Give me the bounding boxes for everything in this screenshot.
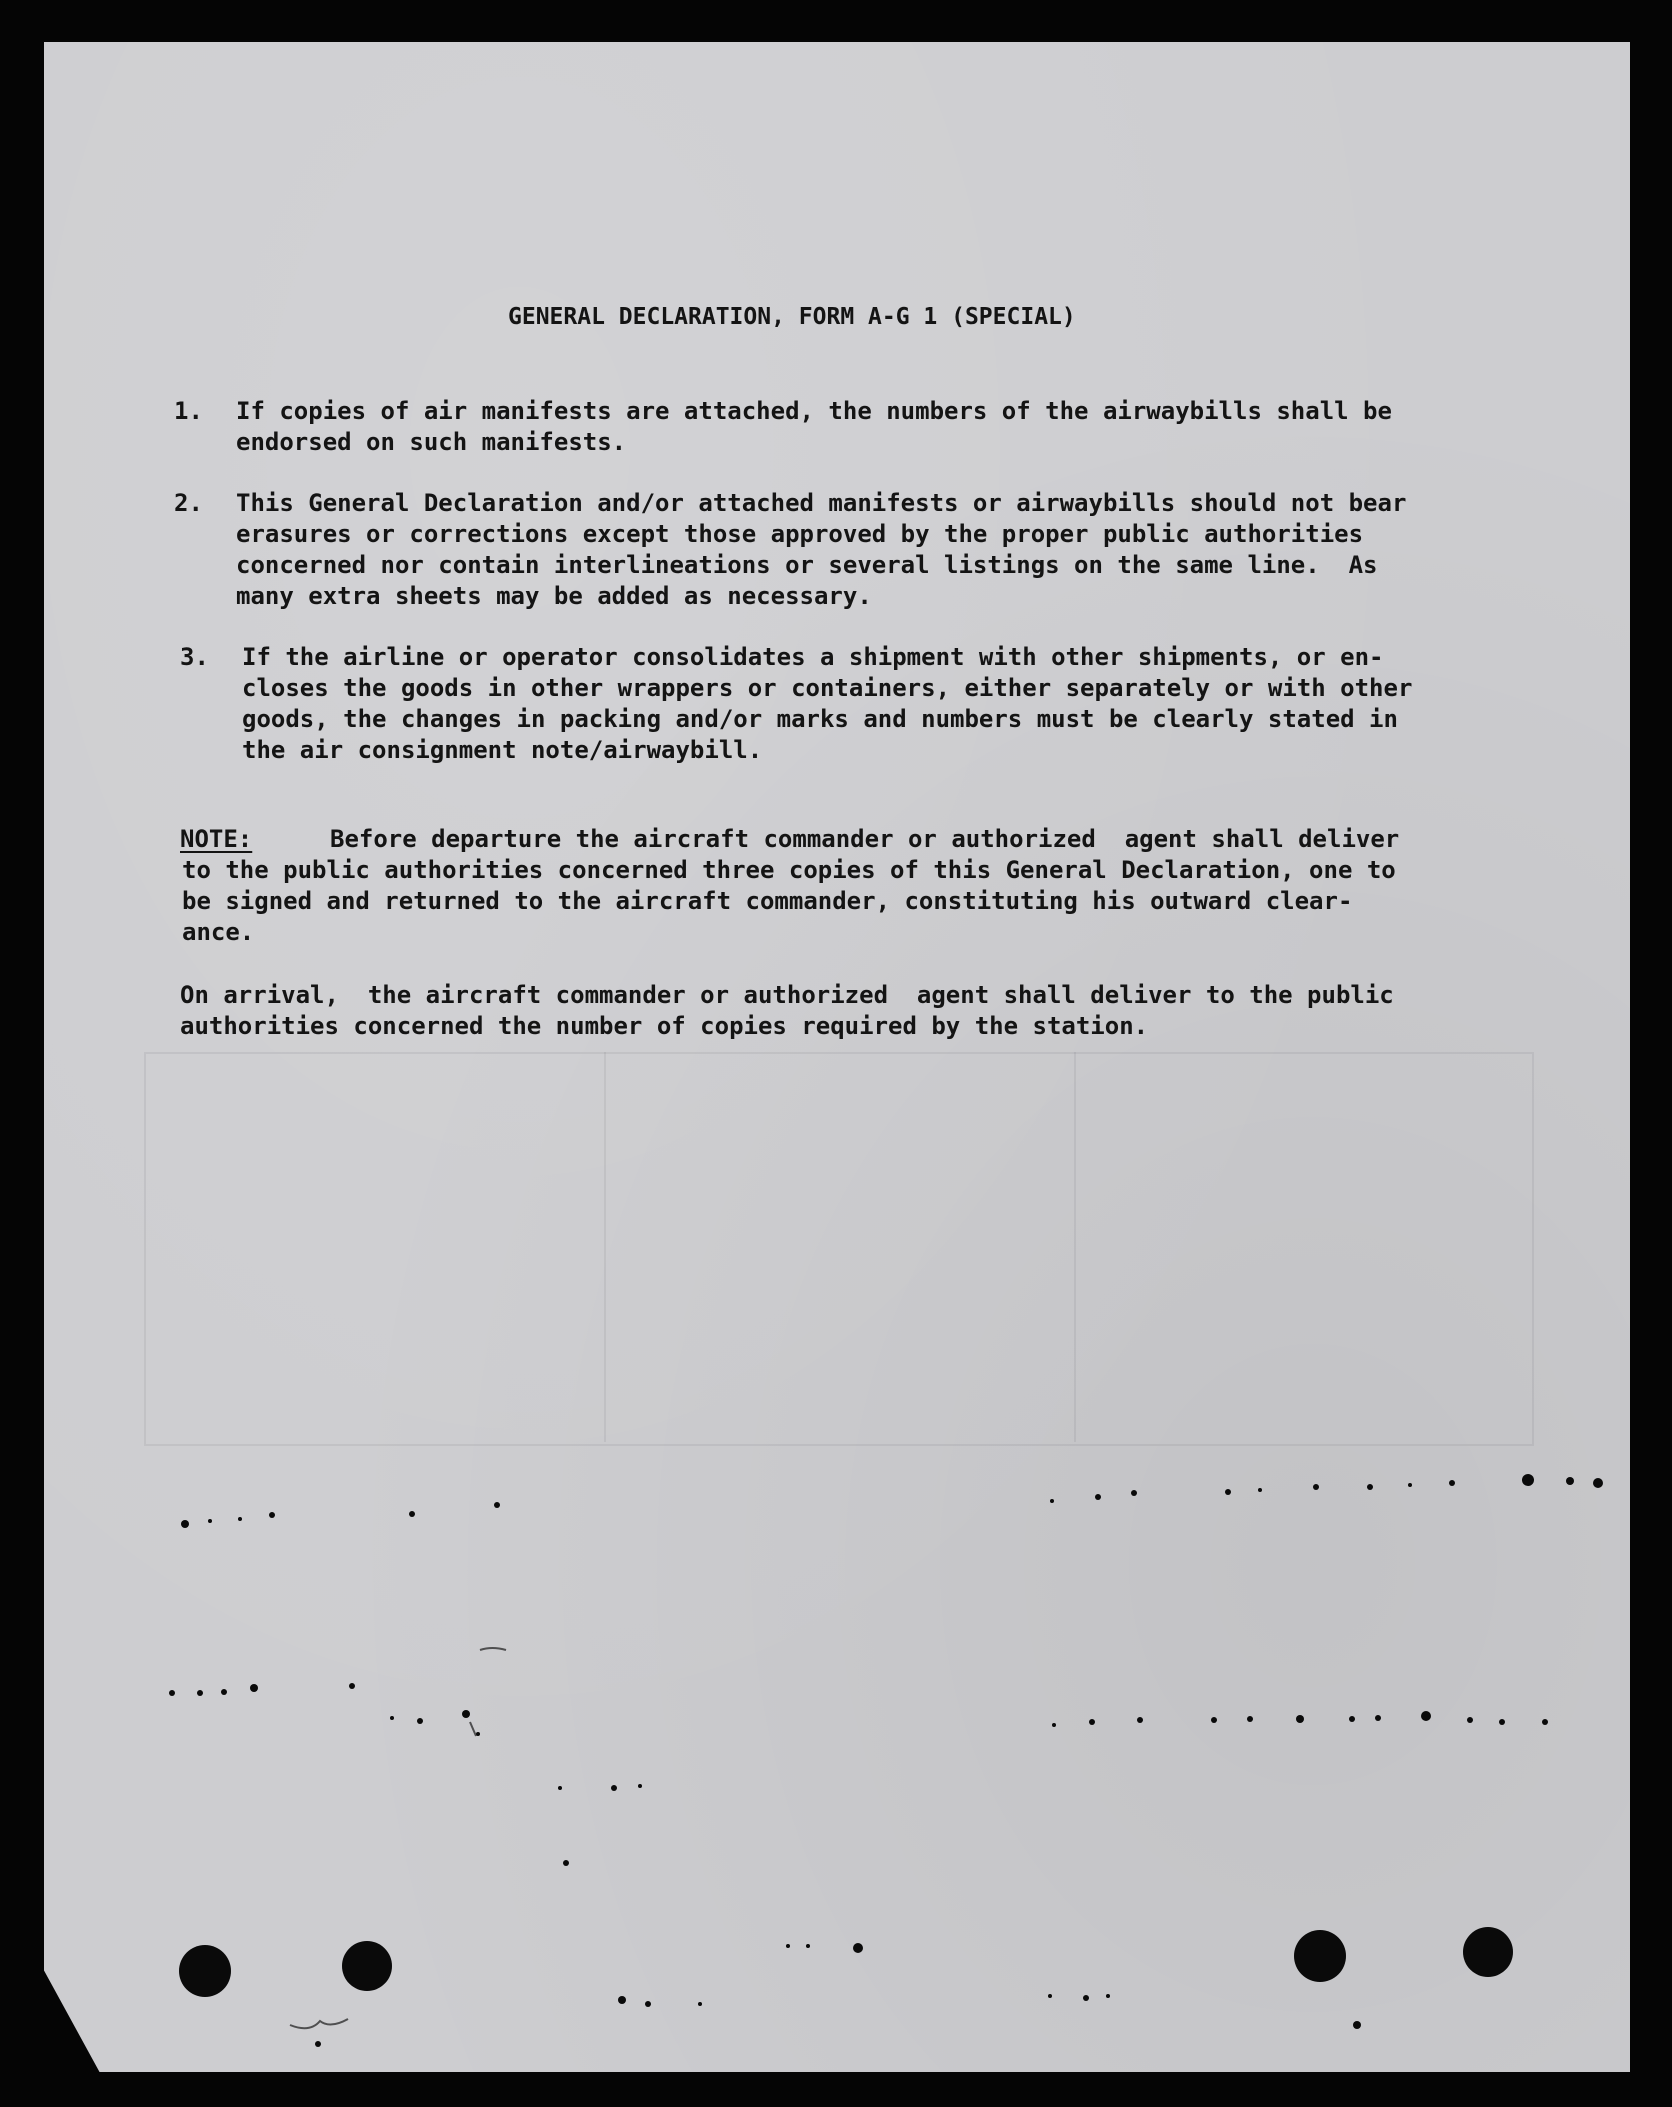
item-2-line-4: many extra sheets may be added as necessary. [236, 582, 872, 610]
punch-hole [1463, 1927, 1513, 1977]
speck [1052, 1723, 1056, 1727]
speck [390, 1716, 394, 1720]
speck [1349, 1716, 1355, 1722]
speck [1296, 1715, 1304, 1723]
punch-hole [179, 1945, 231, 1997]
speck [1467, 1717, 1473, 1723]
speck [1542, 1719, 1548, 1725]
speck [1408, 1483, 1412, 1487]
speck [169, 1690, 175, 1696]
speck [1421, 1711, 1431, 1721]
speck [618, 1996, 626, 2004]
speck [698, 2002, 702, 2006]
speck [853, 1943, 863, 1953]
item-3-number: 3. [180, 643, 209, 671]
speck [1353, 2021, 1361, 2029]
speck [1048, 1994, 1052, 1998]
speck [786, 1944, 790, 1948]
speck [1522, 1474, 1534, 1486]
item-3-line-4: the air consignment note/airwaybill. [242, 736, 763, 764]
item-1-number: 1. [174, 397, 203, 425]
item-3-line-3: goods, the changes in packing and/or marks and numbers must be clearly stated in [242, 705, 1398, 733]
speck [1258, 1488, 1262, 1492]
speck [638, 1784, 642, 1788]
item-1-line-1: If copies of air manifests are attached, the numbers of the airwaybills shall be [236, 397, 1392, 425]
item-2-number: 2. [174, 489, 203, 517]
speck [645, 2001, 651, 2007]
item-3-line-2: closes the goods in other wrappers or containers, either separately or with other [242, 674, 1413, 702]
document-title: GENERAL DECLARATION, FORM A-G 1 (SPECIAL) [508, 304, 1076, 330]
speck [417, 1718, 423, 1724]
speck [315, 2041, 321, 2047]
scratch [290, 2019, 348, 2028]
speck [558, 1786, 562, 1790]
speck [208, 1519, 212, 1523]
speck [1083, 1995, 1089, 2001]
speck [1089, 1719, 1095, 1725]
item-2-line-3: concerned nor contain interlineations or several listings on the same line. As [236, 551, 1378, 579]
speck [1095, 1494, 1101, 1500]
scratch [480, 1648, 506, 1650]
speck [1106, 1994, 1110, 1998]
speck [1499, 1719, 1505, 1725]
note-line-3: be signed and returned to the aircraft commander, constituting his outward clear- [182, 887, 1353, 915]
punch-hole [342, 1941, 392, 1991]
item-2-line-1: This General Declaration and/or attached manifests or airwaybills should not bear [236, 489, 1407, 517]
speck [611, 1785, 617, 1791]
speck [1566, 1477, 1574, 1485]
speck [563, 1860, 569, 1866]
speck [181, 1520, 189, 1528]
speck [1050, 1499, 1054, 1503]
speck [269, 1512, 275, 1518]
note-line-4: ance. [182, 918, 255, 946]
speck [1131, 1490, 1137, 1496]
item-2-line-2: erasures or corrections except those approved by the proper public authorities [236, 520, 1364, 548]
scratch [470, 1722, 476, 1736]
speck [462, 1710, 470, 1718]
arrival-line-2: authorities concerned the number of copies required by the station. [180, 1012, 1149, 1040]
note-first-line: Before departure the aircraft commander or authorized agent shall deliver [330, 825, 1400, 853]
speck [349, 1683, 355, 1689]
speck [1247, 1716, 1253, 1722]
speck [1137, 1717, 1143, 1723]
speck [238, 1517, 242, 1521]
speck [409, 1511, 415, 1517]
note-label: NOTE: [180, 825, 253, 853]
speck [197, 1690, 203, 1696]
speck [1225, 1489, 1231, 1495]
item-1-line-2: endorsed on such manifests. [236, 428, 627, 456]
speck [1375, 1715, 1381, 1721]
speck [494, 1502, 500, 1508]
speck [1313, 1484, 1319, 1490]
speck [1367, 1484, 1373, 1490]
speck [806, 1944, 810, 1948]
speck [1449, 1480, 1455, 1486]
speck [250, 1684, 258, 1692]
speck [1593, 1478, 1603, 1488]
item-3-line-1: If the airline or operator consolidates a shipment with other shipments, or en- [242, 643, 1384, 671]
note-line-2: to the public authorities concerned three copies of this General Declaration, one to [182, 856, 1396, 884]
punch-hole [1294, 1930, 1346, 1982]
arrival-line-1: On arrival, the aircraft commander or authorized agent shall deliver to the public [180, 981, 1394, 1009]
speck [221, 1689, 227, 1695]
speck [1211, 1717, 1217, 1723]
